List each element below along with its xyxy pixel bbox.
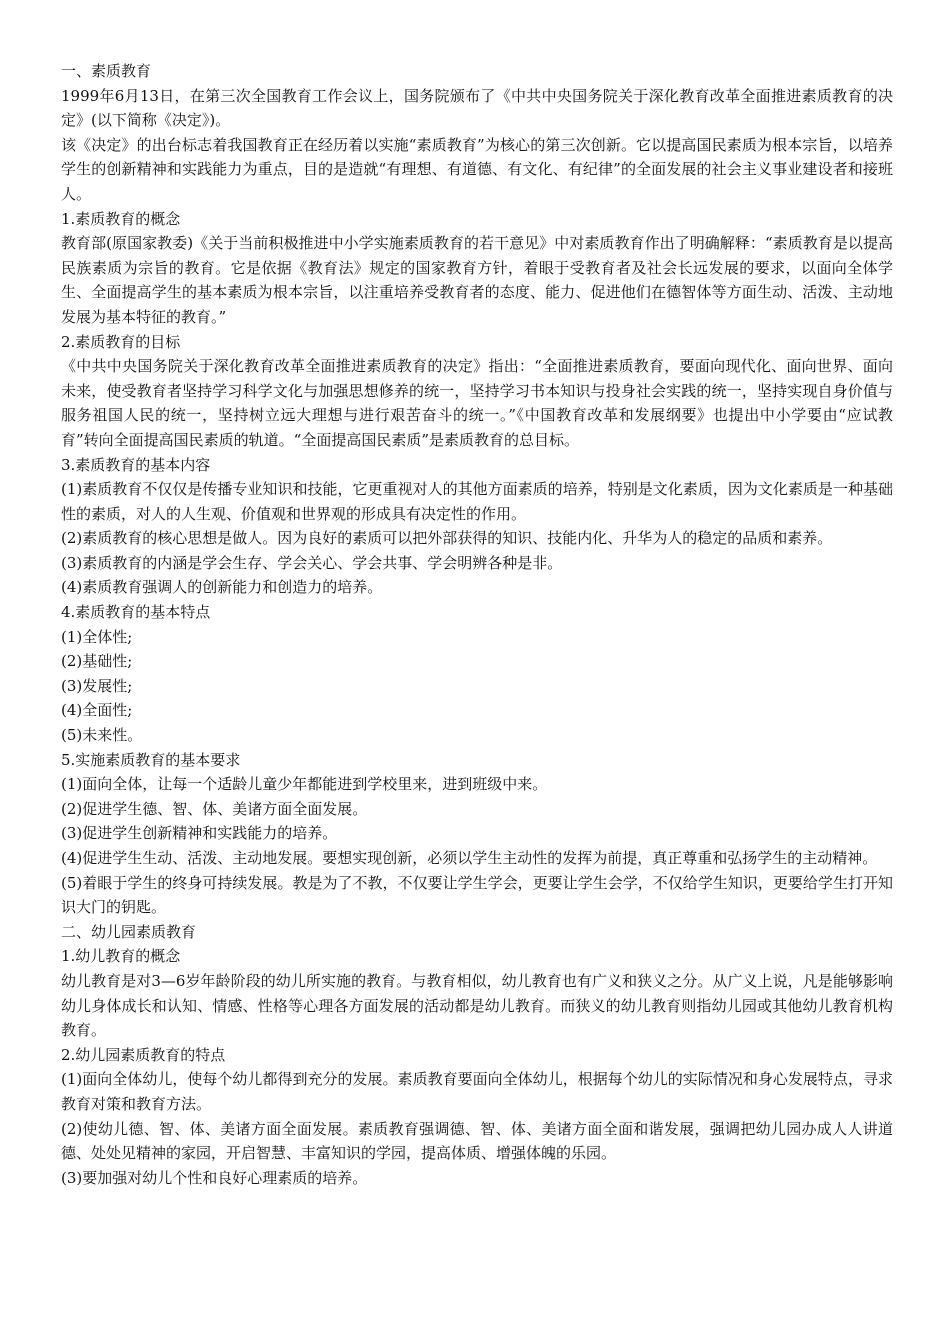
subsection-heading: 5.实施素质教育的基本要求 xyxy=(61,750,241,769)
list-item: (2)使幼儿德、智、体、美诸方面全面发展。素质教育强调德、智、体、美诸方面全面和谐发展，强调把幼儿园办成人人讲道德、处处见精神的家园，开启智慧、丰富知识的学园，提高体质、增强体魄的乐园。 xyxy=(61,1119,893,1163)
document-page xyxy=(61,59,893,1190)
list-item: (3)要加强对幼儿个性和良好心理素质的培养。 xyxy=(61,1168,368,1187)
list-item: (4)素质教育强调人的创新能力和创造力的培养。 xyxy=(61,578,383,597)
list-item: (3)促进学生创新精神和实践能力的培养。 xyxy=(61,824,338,843)
list-item: (3)发展性; xyxy=(61,676,133,695)
list-item: (2)促进学生德、智、体、美诸方面全面发展。 xyxy=(61,799,368,818)
list-item: (5)未来性。 xyxy=(61,726,143,745)
paragraph: 幼儿教育是对3—6岁年龄阶段的幼儿所实施的教育。与教育相似，幼儿教育也有广义和狭义之分。从广义上说，凡是能够影响幼儿身体成长和认知、情感、性格等心理各方面发展的活动都是幼儿教育。而狭义的幼儿教育则指幼儿园或其他幼儿教育机构教育。 xyxy=(61,971,893,1040)
subsection-heading: 4.素质教育的基本特点 xyxy=(61,603,211,622)
paragraph: 该《决定》的出台标志着我国教育正在经历着以实施“素质教育”为核心的第三次创新。它以提高国民素质为根本宗旨，以培养学生的创新精神和实践能力为重点，目的是造就“有理想、有道德、有文化、有纪律”的全面发展的社会主义事业建设者和接班人。 xyxy=(61,135,893,203)
list-item: (2)基础性; xyxy=(61,652,133,671)
subsection-heading: 2.幼儿园素质教育的特点 xyxy=(61,1045,226,1064)
list-item: (5)着眼于学生的终身可持续发展。教是为了不教，不仅要让学生学会，更要让学生会学，不仅给学生知识，更要给学生打开知识大门的钥匙。 xyxy=(61,873,893,917)
subsection-heading: 3.素质教育的基本内容 xyxy=(61,455,211,474)
list-item: (2)素质教育的核心思想是做人。因为良好的素质可以把外部获得的知识、技能内化、升华为人的稳定的品质和素养。 xyxy=(61,529,833,548)
section-heading: 二、幼儿园素质教育 xyxy=(61,922,197,941)
paragraph: 《中共中央国务院关于深化教育改革全面推进素质教育的决定》指出：“全面推进素质教育，要面向现代化、面向世界、面向未来，使受教育者坚持学习科学文化与加强思想修养的统一，坚持学习书本知识与投身社会实践的统一，坚持实现自身价值与服务祖国人民的统一，坚持树立远大理想与进行艰苦奋斗的统一。”《中国教育改革和发展纲要》也提出中小学要由“应试教育”转向全面提高国民素质的轨道。“全面提高国民素质”是素质教育的总目标。 xyxy=(61,357,893,449)
list-item: (1)面向全体幼儿，使每个幼儿都得到充分的发展。素质教育要面向全体幼儿，根据每个幼儿的实际情况和身心发展特点，寻求教育对策和教育方法。 xyxy=(61,1070,893,1113)
subsection-heading: 1.幼儿教育的概念 xyxy=(61,947,181,966)
list-item: (4)全面性; xyxy=(61,701,133,720)
list-item: (1)素质教育不仅仅是传播专业知识和技能，它更重视对人的其他方面素质的培养，特别是文化素质，因为文化素质是一种基础性的素质，对人的人生观、价值观和世界观的形成具有决定性的作用。 xyxy=(61,480,893,523)
subsection-heading: 1.素质教育的概念 xyxy=(61,209,181,228)
list-item: (3)素质教育的内涵是学会生存、学会关心、学会共事、学会明辨各种是非。 xyxy=(61,553,563,572)
list-item: (4)促进学生生动、活泼、主动地发展。要想实现创新，必须以学生主动性的发挥为前提，真正尊重和弘扬学生的主动精神。 xyxy=(61,849,878,867)
list-item: (1)全体性; xyxy=(61,627,133,646)
paragraph: 1999年6月13日，在第三次全国教育工作会议上，国务院颁布了《中共中央国务院关于深化教育改革全面推进素质教育的决定》(以下简称《决定》)。 xyxy=(61,86,893,130)
paragraph: 教育部(原国家教委)《关于当前积极推进中小学实施素质教育的若干意见》中对素质教育作出了明确解释：“素质教育是以提高民族素质为宗旨的教育。它是依据《教育法》规定的国家教育方针，着眼于受教育者及社会长远发展的要求，以面向全体学生、全面提高学生的基本素质为根本宗旨，以注重培养受教育者的态度、能力、促进他们在德智体等方面生动、活泼、主动地发展为基本特征的教育。” xyxy=(61,234,893,326)
subsection-heading: 2.素质教育的目标 xyxy=(61,332,181,351)
section-heading: 一、素质教育 xyxy=(61,62,152,80)
list-item: (1)面向全体，让每一个适龄儿童少年都能进到学校里来，进到班级中来。 xyxy=(61,775,548,794)
